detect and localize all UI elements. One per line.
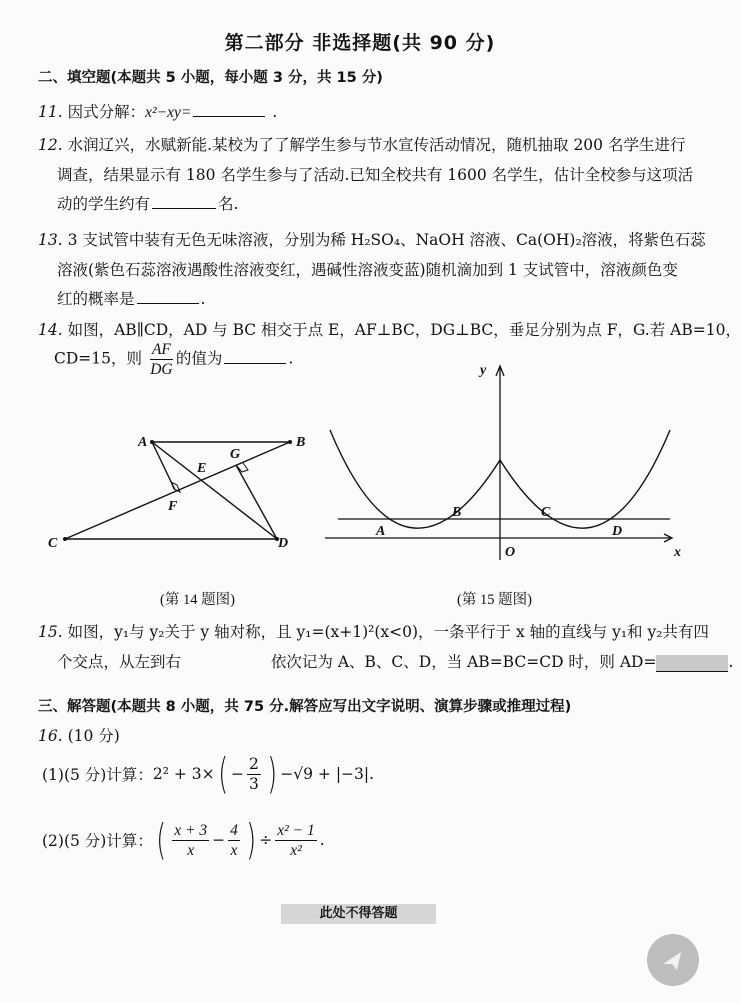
point-label-g: G <box>230 447 241 462</box>
question-end: . <box>272 103 278 121</box>
page-title: 第二部分 非选择题(共 90 分) <box>224 32 496 54</box>
point-label-c: C <box>48 536 58 551</box>
origin-label: O <box>505 545 516 560</box>
question-text: 依次记为 A、B、C、D，当 AB=BC=CD 时，则 AD= <box>270 653 657 671</box>
right-paren: ) <box>246 815 256 864</box>
watermark-icon <box>647 934 699 986</box>
question-text: . <box>288 349 294 368</box>
question-12-line-2: 调查，结果显示有 180 名学生参与了活动.已知全校共有 1600 名学生，估计全校参与这项活 <box>57 166 694 184</box>
point-label-a: A <box>376 524 386 539</box>
minus-sign: − <box>231 765 244 783</box>
figure-15 <box>320 360 695 565</box>
question-14-line-1 <box>38 318 741 340</box>
question-score: (10 分) <box>67 727 120 745</box>
question-16-part-2 <box>42 815 325 864</box>
fraction-numerator: AF <box>151 341 171 358</box>
section-2-heading: 二、填空题(本题共 5 小题，每小题 3 分，共 15 分) <box>38 70 383 86</box>
math-expression: 2² + 3× <box>152 765 215 783</box>
point-label-d: D <box>612 524 623 539</box>
answer-blank[interactable] <box>152 207 216 209</box>
figure-15-caption: (第 15 题图) <box>457 592 532 608</box>
point-label-d: D <box>278 536 289 551</box>
question-13-line-2: 溶液(紫色石蕊溶液遇酸性溶液变红，遇碱性溶液变蓝)随机滴加到 1 支试管中，溶液颜色变 <box>57 261 678 279</box>
segment-ad <box>152 442 277 539</box>
fraction-denominator: x <box>187 841 195 859</box>
question-13-line-3 <box>57 287 205 309</box>
minus-sign: − <box>212 831 226 849</box>
division-sign: ÷ <box>259 831 273 849</box>
math-expression: −√9 + |−3|. <box>280 765 375 783</box>
question-14-line-2 <box>54 340 293 379</box>
question-text: 的值为 <box>175 349 223 368</box>
segment-dg <box>236 465 277 539</box>
question-number: 12. <box>38 136 63 154</box>
fraction-x2-minus-1-over-x2 <box>275 821 317 860</box>
question-text: 如图，y₁与 y₂关于 y 轴对称，且 y₁=(x+1)²(x<0)，一条平行于 x 轴的直线与 y₁和 y₂共有四 <box>67 623 709 641</box>
question-11 <box>38 100 277 122</box>
question-number: 13. <box>38 231 63 249</box>
fraction-denominator: x <box>230 841 238 859</box>
fraction-numerator: 2 <box>249 754 259 773</box>
fraction-denominator: 3 <box>249 774 259 793</box>
fraction-numerator: 4 <box>230 821 238 839</box>
axis-label-y: y <box>480 363 487 378</box>
question-end: . <box>319 831 325 849</box>
question-text: 红的概率是 <box>57 290 135 308</box>
question-13-line-1 <box>38 228 706 250</box>
fraction-x-plus-3-over-x <box>172 821 209 860</box>
fraction-denominator: DG <box>150 361 173 378</box>
question-15-line-2 <box>57 650 733 672</box>
no-answer-zone-label: 此处不得答题 <box>281 904 436 924</box>
answer-blank[interactable] <box>193 115 265 117</box>
fraction-af-dg <box>150 340 173 379</box>
section-3-heading: 三、解答题(本题共 8 小题，共 75 分.解答应写出文字说明、演算步骤或推理过程) <box>38 699 572 715</box>
figure-14-caption: (第 14 题图) <box>160 592 235 608</box>
question-16-heading <box>38 724 120 746</box>
question-text: 3 支试管中装有无色无味溶液，分别为稀 H₂SO₄、NaOH 溶液、Ca(OH)₂溶液，将紫色石蕊 <box>67 231 706 249</box>
point-label-b: B <box>296 435 306 450</box>
question-text: 水润辽兴，水赋新能.某校为了了解学生参与节水宣传活动情况，随机抽取 200 名学生进行 <box>67 136 686 154</box>
fraction-two-thirds <box>247 755 261 794</box>
question-number: 16. <box>38 727 63 745</box>
question-12-line-1 <box>38 133 685 155</box>
right-paren: ) <box>267 749 277 798</box>
answer-blank[interactable] <box>224 362 286 364</box>
answer-blank[interactable] <box>656 655 728 672</box>
left-paren: ( <box>217 749 228 798</box>
math-expression: x²−xy= <box>145 104 192 121</box>
watermark-logo <box>647 934 699 986</box>
question-number: 11. <box>38 103 63 121</box>
question-number: 15. <box>38 623 63 641</box>
fraction-numerator: x² − 1 <box>277 821 315 839</box>
part-label: (1)(5 分)计算： <box>42 766 153 784</box>
answer-blank[interactable] <box>137 302 199 304</box>
question-text: . <box>200 290 206 308</box>
point-label-f: F <box>168 499 178 514</box>
fraction-denominator: x² <box>290 841 302 859</box>
question-text: 如图，AB∥CD，AD 与 BC 相交于点 E，AF⊥BC，DG⊥BC，垂足分别为点 F，G.若 AB=10， <box>67 321 741 339</box>
fraction-4-over-x <box>228 821 240 860</box>
axis-label-x: x <box>674 545 681 560</box>
point-label-b: B <box>452 505 462 520</box>
left-paren: ( <box>156 815 166 864</box>
question-number: 14. <box>38 321 63 339</box>
question-text: . <box>728 653 734 671</box>
question-text: 动的学生约有 <box>57 195 151 213</box>
point-label-e: E <box>197 461 207 476</box>
question-text: 个交点，从左到右 <box>57 653 182 671</box>
question-text: 因式分解： <box>67 103 146 121</box>
part-label: (2)(5 分)计算： <box>42 832 153 850</box>
fraction-numerator: x + 3 <box>174 821 208 839</box>
question-text: CD=15，则 <box>54 349 142 368</box>
figure-14 <box>40 430 310 560</box>
point-label-a: A <box>138 435 148 450</box>
question-12-line-3 <box>57 192 238 214</box>
point-label-c: C <box>541 505 551 520</box>
question-15-line-1 <box>38 620 709 642</box>
question-text: 名. <box>218 195 239 213</box>
question-16-part-1 <box>42 749 375 798</box>
